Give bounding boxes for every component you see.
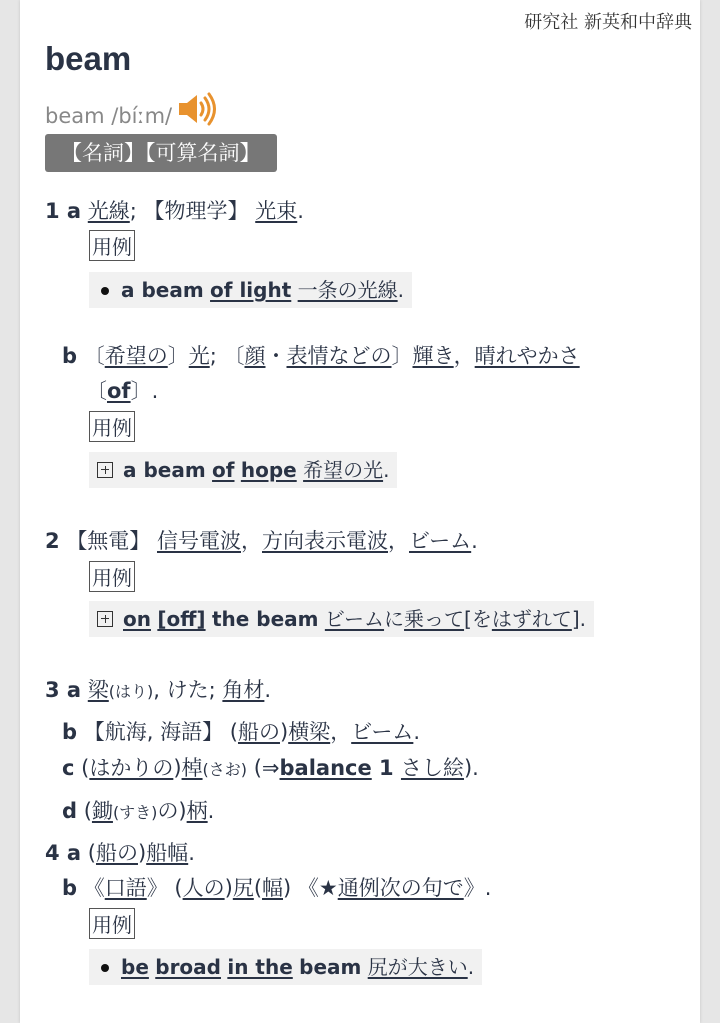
word-link[interactable]: ビーム xyxy=(409,529,472,553)
word-link[interactable]: broad xyxy=(155,955,221,979)
punct: ， xyxy=(330,720,352,744)
example-word: the beam xyxy=(211,607,319,631)
punct: 〔 xyxy=(83,344,105,368)
word-link[interactable]: be xyxy=(121,955,149,979)
word-link[interactable]: 輝き xyxy=(412,344,454,368)
translation-link[interactable]: はずれて xyxy=(491,607,572,631)
word-link[interactable]: 尻 xyxy=(232,876,254,900)
word-link[interactable]: 光束 xyxy=(255,199,298,223)
sense-number: b xyxy=(62,720,78,744)
word-link[interactable]: 晴れやかさ xyxy=(474,344,580,368)
sense-number: 4 a xyxy=(45,841,82,865)
example-tag: 用例 xyxy=(89,230,135,261)
punct: ) xyxy=(224,876,233,900)
punct: (⇒ xyxy=(247,756,280,780)
punct: ) xyxy=(137,841,147,865)
punct: . xyxy=(264,678,272,702)
pronunciation: beam /bíːm/ xyxy=(45,104,173,128)
example-row[interactable] xyxy=(89,949,482,985)
punct: . xyxy=(383,458,390,482)
punct: ]. xyxy=(571,607,587,631)
punct: 》. xyxy=(463,876,492,900)
translation-link[interactable]: ビーム xyxy=(324,607,385,631)
punct: に xyxy=(384,607,405,631)
punct: 》 ( xyxy=(146,876,183,900)
punct: ， xyxy=(241,529,262,553)
word-link[interactable]: of light xyxy=(210,278,292,302)
sense-1a xyxy=(45,195,304,225)
translation-link[interactable]: 希望の光 xyxy=(303,458,384,482)
word-link[interactable]: 幅 xyxy=(262,876,284,900)
punct: ). xyxy=(463,756,479,780)
punct: ; xyxy=(129,199,144,223)
punct: . xyxy=(188,841,195,865)
word-link[interactable]: 信号電波 xyxy=(157,529,241,553)
sense-number: 3 a xyxy=(45,678,82,702)
punct: ) 《★ xyxy=(283,876,338,900)
punct: 〕 xyxy=(391,344,413,368)
reading: (はり) xyxy=(108,682,154,701)
word-link[interactable]: of xyxy=(212,458,235,482)
sense-3a xyxy=(45,674,271,704)
example-row[interactable] xyxy=(89,601,594,637)
word-link[interactable]: on xyxy=(123,607,151,631)
sense-number: 2 xyxy=(45,529,60,553)
word-link[interactable]: 柄 xyxy=(186,799,208,823)
word-link[interactable]: of xyxy=(107,379,131,403)
punct: ( xyxy=(229,720,238,744)
example-tag: 用例 xyxy=(89,561,135,592)
field-label: 【物理学】 xyxy=(143,199,249,223)
word-link[interactable]: 人の xyxy=(182,876,225,900)
example-tag: 用例 xyxy=(89,411,135,442)
example-row[interactable] xyxy=(89,452,397,488)
sense-2 xyxy=(45,525,478,555)
word-link[interactable]: 表情などの xyxy=(286,344,392,368)
sense-number: b xyxy=(62,876,78,900)
reading: (すき) xyxy=(112,803,158,822)
punct: , けた; xyxy=(153,678,223,702)
punct: . xyxy=(397,278,404,302)
punct: ) xyxy=(173,756,182,780)
sense-4a xyxy=(45,837,195,867)
punct: 《 xyxy=(83,876,105,900)
punct: ( xyxy=(81,756,90,780)
word-link[interactable]: 通例次の句で xyxy=(337,876,464,900)
dictionary-source: 研究社 新英和中辞典 xyxy=(524,12,692,33)
word-link[interactable]: [off] xyxy=(157,607,206,631)
word-link[interactable]: 光線 xyxy=(87,199,130,223)
punct: . xyxy=(297,199,304,223)
sense-4b xyxy=(62,872,491,902)
word-link[interactable]: 梁 xyxy=(87,678,109,702)
punct: 〕 xyxy=(167,344,189,368)
word-link[interactable]: 口語 xyxy=(104,876,147,900)
speaker-icon[interactable] xyxy=(176,92,218,130)
punct: の) xyxy=(157,799,187,823)
sense-number: d xyxy=(62,799,78,823)
word-link[interactable]: 船幅 xyxy=(146,841,189,865)
word-link[interactable]: 角材 xyxy=(222,678,265,702)
punct: 〕. xyxy=(130,379,159,403)
punct: ) xyxy=(279,720,289,744)
example-word: a beam xyxy=(123,458,206,482)
sense-number: 1 a xyxy=(45,199,82,223)
word-link[interactable]: 希望の xyxy=(104,344,168,368)
punct: ( xyxy=(253,876,263,900)
punct: 1 xyxy=(371,756,401,780)
word-link[interactable]: 横梁 xyxy=(288,720,331,744)
word-link[interactable]: balance xyxy=(279,756,372,780)
word-link[interactable]: 船の xyxy=(237,720,280,744)
sense-number: b xyxy=(62,344,78,368)
punct: [を xyxy=(464,607,492,631)
word-link[interactable]: ビーム xyxy=(351,720,414,744)
translation-link[interactable]: 尻が大きい xyxy=(367,955,468,979)
part-of-speech-badge: 【名詞】【可算名詞】 xyxy=(45,134,277,172)
punct: . xyxy=(413,720,421,744)
punct: ( xyxy=(83,799,92,823)
word-link[interactable]: 光 xyxy=(188,344,210,368)
word-link[interactable]: 棹 xyxy=(181,756,203,780)
translation-link[interactable]: 一条の光線 xyxy=(297,278,398,302)
punct: 〔 xyxy=(86,379,107,403)
translation-link[interactable]: 乗って xyxy=(404,607,465,631)
field-label: 【無電】 xyxy=(66,529,151,553)
word-link[interactable]: 鋤 xyxy=(91,799,113,823)
sense-3b xyxy=(62,716,420,746)
dictionary-page xyxy=(20,0,700,1023)
headword: beam xyxy=(45,40,132,77)
sense-3d xyxy=(62,795,214,825)
punct: . xyxy=(207,799,215,823)
sense-1b xyxy=(62,340,580,370)
word-link[interactable]: in the xyxy=(227,955,293,979)
sense-number: c xyxy=(62,756,75,780)
example-tag: 用例 xyxy=(89,908,135,939)
punct: . xyxy=(467,955,475,979)
example-row[interactable] xyxy=(89,272,412,308)
punct: ， xyxy=(453,344,475,368)
word-link[interactable]: 船の xyxy=(95,841,138,865)
punct: . xyxy=(471,529,478,553)
field-label: 【航海, 海語】 xyxy=(83,720,224,744)
example-word: beam xyxy=(299,955,362,979)
word-link[interactable]: はかりの xyxy=(89,756,174,780)
punct: ・ xyxy=(265,344,287,368)
word-link[interactable]: 方向表示電波 xyxy=(262,529,388,553)
word-link[interactable]: さし絵 xyxy=(400,756,464,780)
expand-plus-icon[interactable] xyxy=(97,611,113,627)
sense-1b-cont xyxy=(86,375,158,405)
punct: ; 〔 xyxy=(209,344,245,368)
word-link[interactable]: 顔 xyxy=(244,344,266,368)
expand-plus-icon[interactable] xyxy=(97,462,113,478)
punct: ， xyxy=(388,529,409,553)
word-link[interactable]: hope xyxy=(240,458,297,482)
bullet-icon xyxy=(101,287,109,295)
punct: ( xyxy=(87,841,96,865)
bullet-icon xyxy=(101,964,109,972)
sense-3c xyxy=(62,752,479,782)
example-word: a beam xyxy=(121,278,204,302)
reading: (さお) xyxy=(202,760,248,779)
